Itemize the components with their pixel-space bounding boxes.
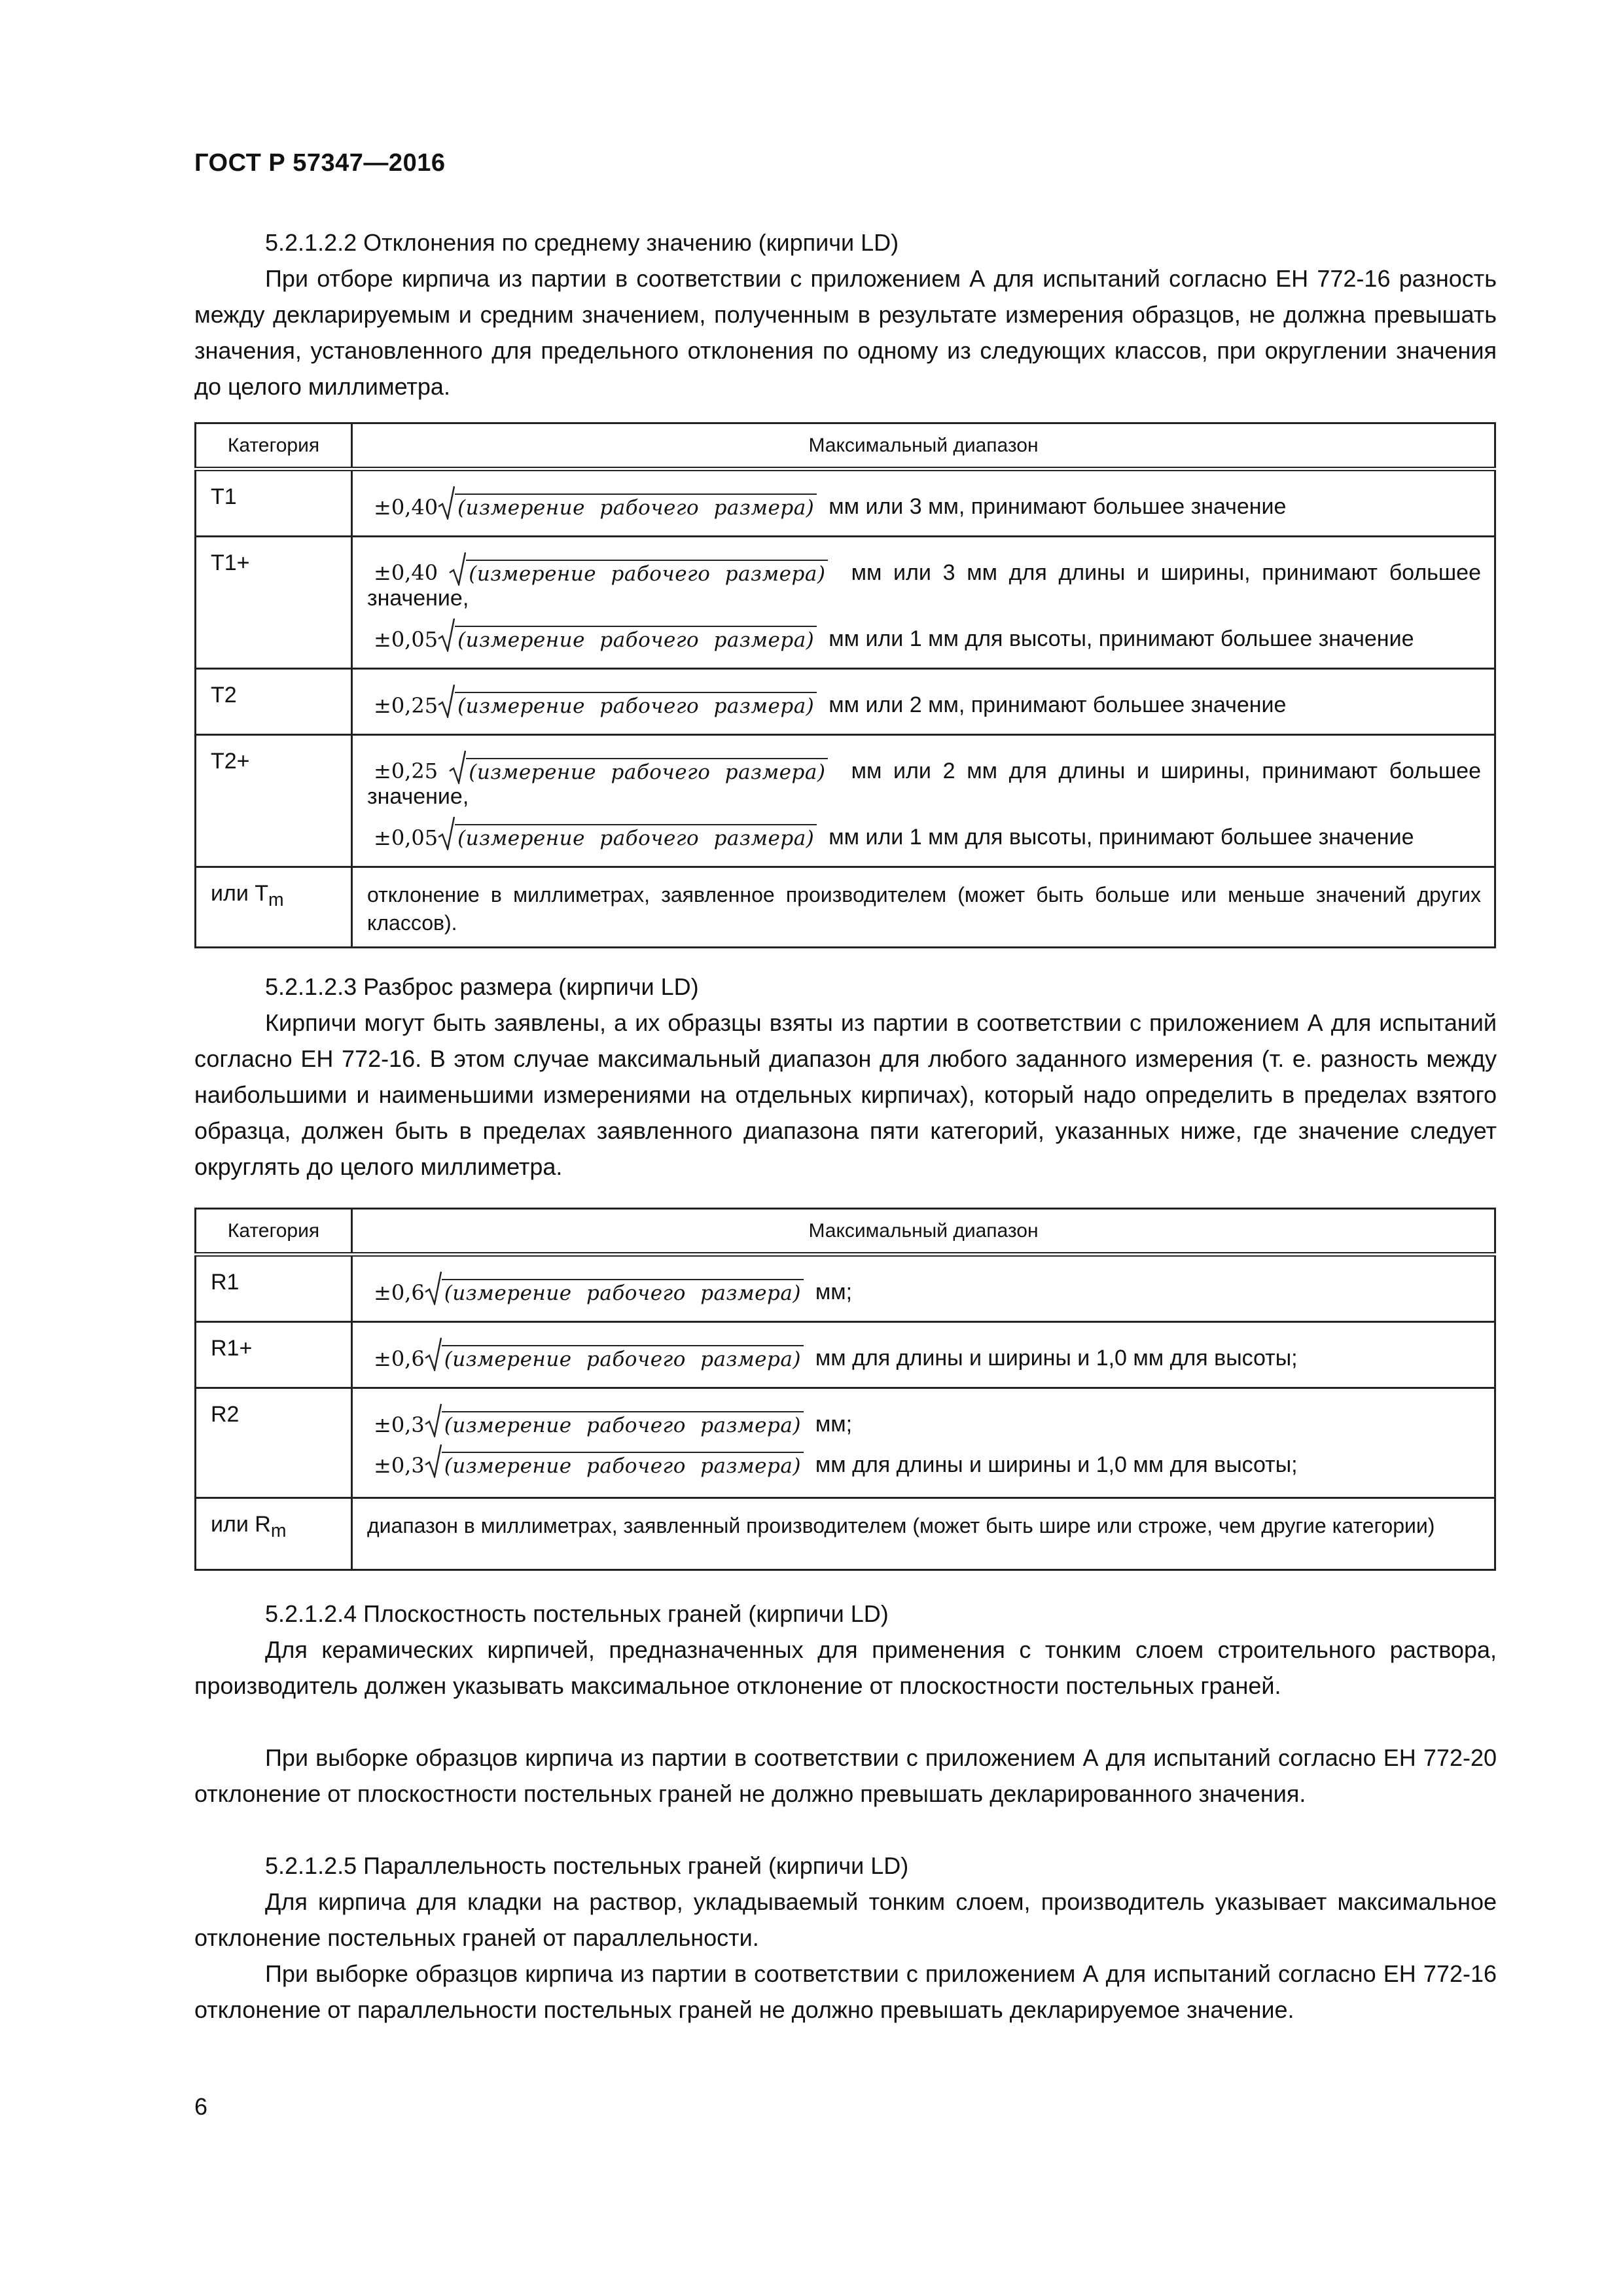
range-cell: диапазон в миллиметрах, заявленный производителем (может быть шире или строже, чем другие категории): [352, 1498, 1495, 1570]
category-cell: или $R_m$: [196, 1498, 352, 1570]
range-text: мм или 2 мм для длины и ширины, принимают большее значение,: [367, 759, 1481, 809]
coefficient: ±0,25: [374, 693, 438, 718]
coefficient: ±0,3: [374, 1412, 425, 1437]
column-header-category: Категория: [196, 423, 352, 469]
radical-sign-icon: [425, 1444, 442, 1478]
square-root-expression: (измерение рабочего размера): [425, 1403, 804, 1437]
table-row: [196, 1388, 1495, 1498]
range-text: мм для длины и ширины и 1,0 мм для высоты;: [815, 1452, 1298, 1477]
coefficient: ±0,05: [374, 825, 438, 850]
section-heading-5-2-1-2-2: 5.2.1.2.2 Отклонения по среднему значению (кирпичи LD): [265, 229, 899, 256]
formula-line: [367, 1444, 1481, 1478]
tolerance-table: [194, 422, 1496, 948]
range-text: мм для длины и ширины и 1,0 мм для высоты;: [815, 1346, 1298, 1371]
formula-line: [367, 1337, 1481, 1371]
category-cell: R2: [196, 1388, 352, 1498]
radical-sign-icon: [449, 552, 466, 586]
section-heading-5-2-1-2-4: 5.2.1.2.4 Плоскостность постельных граней (кирпичи LD): [265, 1600, 889, 1627]
column-header-category: Категория: [196, 1209, 352, 1255]
formula-line: [367, 1403, 1481, 1437]
range-cell: [352, 735, 1495, 867]
category-cell: или $T_m$: [196, 867, 352, 948]
coefficient: ±0,6: [374, 1346, 425, 1371]
radical-sign-icon: [438, 486, 455, 520]
square-root-expression: (измерение рабочего размера): [438, 486, 817, 520]
document-header: ГОСТ Р 57347—2016: [194, 149, 446, 177]
range-cell: [352, 1255, 1495, 1322]
radical-sign-icon: [425, 1271, 442, 1305]
table-row: [196, 1255, 1495, 1322]
range-cell: [352, 469, 1495, 537]
radical-sign-icon: [449, 750, 466, 784]
category-cell: R1: [196, 1255, 352, 1322]
category-cell: T1: [196, 469, 352, 537]
square-root-expression: (измерение рабочего размера): [425, 1444, 804, 1478]
coefficient: ±0,40: [374, 495, 438, 520]
square-root-expression: (измерение рабочего размера): [449, 750, 828, 784]
radical-sign-icon: [425, 1403, 442, 1437]
coefficient: ±0,6: [374, 1280, 425, 1305]
category-cell: T1+: [196, 537, 352, 669]
section-text-5-2-1-2-3: Кирпичи могут быть заявлены, а их образцы взяты из партии в соответствии с приложением А для испытаний согласно ЕН 772-16. В этом случае максимальный диапазон для любого заданного измерения (т. е. разность между наибольшими и наименьшими измерениями на отдельных кирпичах), который надо определить в пределах взятого образца, должен быть в пределах заявленного диапазона пяти категорий, указанных ниже, где значение следует округлять до целого миллиметра.: [194, 1009, 1497, 1180]
range-text: мм;: [815, 1412, 853, 1437]
square-root-expression: (измерение рабочего размера): [438, 618, 817, 652]
formula-line: [367, 618, 1481, 652]
range-cell: отклонение в миллиметрах, заявленное производителем (может быть больше или меньше значений других классов).: [352, 867, 1495, 948]
size-range-table: [194, 1208, 1496, 1571]
range-text: мм или 1 мм для высоты, принимают большее значение: [829, 626, 1414, 651]
table-row: [196, 469, 1495, 537]
formula-line: [367, 486, 1481, 520]
section-heading-5-2-1-2-5: 5.2.1.2.5 Параллельность постельных граней (кирпичи LD): [265, 1852, 909, 1879]
table-row: [196, 1322, 1495, 1388]
formula-line: [367, 816, 1481, 850]
coefficient: ±0,40: [374, 560, 438, 585]
table-row: [196, 735, 1495, 867]
range-text: мм или 2 мм, принимают большее значение: [829, 692, 1287, 717]
range-cell: [352, 537, 1495, 669]
formula-line: [367, 1271, 1481, 1305]
page-number: 6: [194, 2093, 208, 2120]
square-root-expression: (измерение рабочего размера): [449, 552, 828, 586]
section-text-5-2-1-2-2: При отборе кирпича из партии в соответствии с приложением А для испытаний согласно ЕН 772-16 разность между декларируемым и средним значением, полученным в результате измерения образцов, не должна превышать значения, установленного для предельного отклонения по одному из следующих классов, при округлении значения до целого миллиметра.: [194, 265, 1497, 400]
range-text: мм или 3 мм для длины и ширины, принимают большее значение,: [367, 560, 1481, 611]
radical-sign-icon: [438, 618, 455, 652]
range-cell: [352, 1388, 1495, 1498]
range-cell: [352, 669, 1495, 735]
radical-sign-icon: [438, 684, 455, 718]
category-cell: R1+: [196, 1322, 352, 1388]
coefficient: ±0,25: [374, 759, 438, 783]
radical-sign-icon: [425, 1337, 442, 1371]
section-heading-5-2-1-2-3: 5.2.1.2.3 Разброс размера (кирпичи LD): [265, 973, 699, 1000]
square-root-expression: (измерение рабочего размера): [425, 1271, 804, 1305]
section-text-5-2-1-2-5-b: При выборке образцов кирпича из партии в соответствии с приложением А для испытаний согласно ЕН 772-16 отклонение от параллельности постельных граней не должно превышать декларируемое значение.: [194, 1960, 1497, 2023]
table-row: [196, 1498, 1495, 1570]
formula-line: [367, 750, 1481, 810]
formula-line: [367, 684, 1481, 718]
radical-sign-icon: [438, 816, 455, 850]
table-row: [196, 537, 1495, 669]
range-text: мм;: [815, 1280, 853, 1304]
range-text: мм или 1 мм для высоты, принимают большее значение: [829, 825, 1414, 850]
column-header-max-range: Максимальный диапазон: [352, 1209, 1495, 1255]
coefficient: ±0,05: [374, 627, 438, 652]
square-root-expression: (измерение рабочего размера): [425, 1337, 804, 1371]
formula-line: [367, 552, 1481, 611]
section-text-5-2-1-2-5: Для кирпича для кладки на раствор, укладываемый тонким слоем, производитель указывает максимальное отклонение постельных граней от параллельности.: [194, 1888, 1497, 1951]
range-text: мм или 3 мм, принимают большее значение: [829, 494, 1287, 519]
category-cell: T2+: [196, 735, 352, 867]
section-text-5-2-1-2-4: Для керамических кирпичей, предназначенных для применения с тонким слоем строительного раствора, производитель должен указывать максимальное отклонение от плоскостности постельных граней.: [194, 1636, 1497, 1699]
column-header-max-range: Максимальный диапазон: [352, 423, 1495, 469]
square-root-expression: (измерение рабочего размера): [438, 684, 817, 718]
coefficient: ±0,3: [374, 1453, 425, 1478]
square-root-expression: (измерение рабочего размера): [438, 816, 817, 850]
section-text-5-2-1-2-4-b: При выборке образцов кирпича из партии в соответствии с приложением А для испытаний согласно ЕН 772-20 отклонение от плоскостности постельных граней не должно превышать декларированного значения.: [194, 1744, 1497, 1807]
table-row: [196, 669, 1495, 735]
range-cell: [352, 1322, 1495, 1388]
table-row: [196, 867, 1495, 948]
category-cell: T2: [196, 669, 352, 735]
